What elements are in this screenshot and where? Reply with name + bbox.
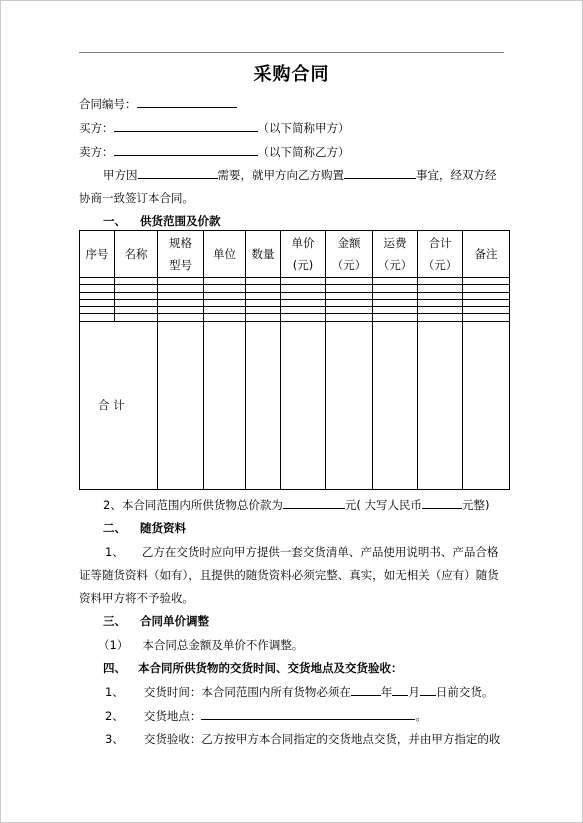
table-cell[interactable] xyxy=(80,292,115,299)
table-cell[interactable] xyxy=(418,321,463,489)
section-2-para-1-line-1 xyxy=(105,544,498,560)
table-cell[interactable] xyxy=(80,307,115,314)
section-3-heading xyxy=(103,613,209,629)
header-quantity: 数量 xyxy=(246,231,281,278)
table-cell[interactable] xyxy=(158,278,204,285)
section-3-title: 合同单价调整 xyxy=(140,614,209,628)
section-4-number: 四、 xyxy=(103,661,126,675)
table-cell[interactable] xyxy=(373,307,418,314)
buyer-label: 买方： xyxy=(79,121,114,135)
total-price-text-2: 元( 大写人民币 xyxy=(344,498,422,512)
total-price-capital-field[interactable] xyxy=(422,497,462,509)
table-cell[interactable] xyxy=(463,314,510,321)
total-price-text-3: 元整) xyxy=(461,498,490,512)
table-cell[interactable] xyxy=(418,314,463,321)
table-cell[interactable] xyxy=(463,299,510,306)
table-header-row xyxy=(80,231,510,278)
seller-suffix: （以下简称乙方） xyxy=(257,145,350,159)
table-cell[interactable] xyxy=(204,299,246,306)
intro-text-2: 需要，就甲方向乙方购置 xyxy=(217,168,344,182)
section-4-heading xyxy=(103,660,403,676)
table-cell[interactable] xyxy=(326,285,373,292)
document-title: 采购合同 xyxy=(253,64,330,85)
section-2-para-1-line-3: 资料甲方将不予验收。 xyxy=(79,591,194,605)
header-amount: 金额 （元） xyxy=(326,231,373,278)
table-cell[interactable] xyxy=(246,321,281,489)
table-cell[interactable] xyxy=(246,285,281,292)
table-cell[interactable] xyxy=(246,292,281,299)
table-cell[interactable] xyxy=(115,307,158,314)
table-cell[interactable] xyxy=(418,299,463,306)
header-freight: 运费 （元） xyxy=(373,231,418,278)
section-4-item-1-text: 交货时间：本合同范围内所有货物必须在 xyxy=(143,685,351,699)
items-table xyxy=(79,230,510,490)
section-2-para-1-line-2: 证等随货资料（如有），且提供的随货资料必须完整、真实，如无相关（应有）随货 xyxy=(79,568,499,582)
table-cell[interactable] xyxy=(326,321,373,489)
section-3-number: 三、 xyxy=(103,614,126,628)
section-2-para-1-text: 乙方在交货时应向甲方提供一套交货清单、产品使用说明书、产品合格 xyxy=(141,545,499,559)
section-4-item-1-number: 1、 xyxy=(105,685,124,699)
table-cell[interactable] xyxy=(246,314,281,321)
delivery-day-text: 日前交货。 xyxy=(435,685,494,699)
table-cell[interactable] xyxy=(326,278,373,285)
section-2-para-1-number: 1、 xyxy=(105,545,124,559)
intro-line-1 xyxy=(103,167,497,183)
seller-field[interactable] xyxy=(114,144,258,156)
table-cell[interactable] xyxy=(115,292,158,299)
table-cell[interactable] xyxy=(373,314,418,321)
table-cell[interactable] xyxy=(373,292,418,299)
table-cell[interactable] xyxy=(418,292,463,299)
total-price-field[interactable] xyxy=(283,497,345,509)
table-cell[interactable] xyxy=(418,278,463,285)
item-field[interactable] xyxy=(344,167,416,179)
intro-line-2: 协商一致签订本合同。 xyxy=(79,191,194,205)
header-serial-no: 序号 xyxy=(80,231,115,278)
table-cell[interactable] xyxy=(158,285,204,292)
buyer-field[interactable] xyxy=(114,120,258,132)
delivery-day-field[interactable] xyxy=(420,684,436,696)
header-unit: 单位 xyxy=(204,231,246,278)
table-cell[interactable] xyxy=(418,307,463,314)
section-4-item-1 xyxy=(105,684,493,700)
section-4-item-2-end: 。 xyxy=(415,709,427,723)
table-cell[interactable] xyxy=(326,314,373,321)
section-4-item-2-number: 2、 xyxy=(105,709,124,723)
table-cell[interactable] xyxy=(158,292,204,299)
table-cell[interactable] xyxy=(115,299,158,306)
intro-text-1: 甲方因 xyxy=(103,168,138,182)
section-4-item-2-text: 交货地点： xyxy=(143,709,202,723)
table-cell[interactable] xyxy=(204,314,246,321)
header-remarks: 备注 xyxy=(463,231,510,278)
table-cell[interactable] xyxy=(158,314,204,321)
table-cell[interactable] xyxy=(326,307,373,314)
table-cell[interactable] xyxy=(463,321,510,489)
table-cell[interactable] xyxy=(158,307,204,314)
section-3-para-1-number: （1） xyxy=(98,638,129,652)
section-2-title: 随货资料 xyxy=(140,521,186,535)
table-cell[interactable] xyxy=(281,307,326,314)
total-price-text-1: 2、本合同范围内所供货物总价款为 xyxy=(103,498,283,512)
section-4-item-3 xyxy=(105,731,500,747)
section-4-item-3-text: 交货验收：乙方按甲方本合同指定的交货地点交货，并由甲方指定的收 xyxy=(143,732,501,746)
table-cell[interactable] xyxy=(80,285,115,292)
total-row xyxy=(80,321,510,489)
table-cell[interactable] xyxy=(281,278,326,285)
section-1-heading xyxy=(103,213,221,229)
table-cell[interactable] xyxy=(80,314,115,321)
header-spec-model: 规格 型号 xyxy=(158,231,204,278)
table-cell[interactable] xyxy=(204,307,246,314)
month-label: 月 xyxy=(408,685,420,699)
table-cell[interactable] xyxy=(246,307,281,314)
table-cell[interactable] xyxy=(463,285,510,292)
header-rule xyxy=(79,52,504,53)
section-1-title: 供货范围及价款 xyxy=(140,214,221,228)
table-cell[interactable] xyxy=(204,321,246,489)
table-cell[interactable] xyxy=(246,299,281,306)
table-cell[interactable] xyxy=(373,278,418,285)
table-body xyxy=(80,278,510,490)
contract-number-field[interactable] xyxy=(137,96,237,108)
table-row xyxy=(80,278,510,285)
section-3-para-1-text: 本合同总金额及单价不作调整。 xyxy=(142,638,304,652)
table-cell[interactable] xyxy=(80,278,115,285)
table-cell[interactable] xyxy=(115,278,158,285)
table-cell[interactable] xyxy=(281,314,326,321)
table-cell[interactable] xyxy=(281,299,326,306)
table-cell[interactable] xyxy=(373,285,418,292)
table-cell[interactable] xyxy=(115,285,158,292)
table-cell[interactable] xyxy=(463,278,510,285)
section-2-number: 二、 xyxy=(103,521,126,535)
table-cell[interactable] xyxy=(463,307,510,314)
table-cell[interactable] xyxy=(281,321,326,489)
table-cell[interactable] xyxy=(246,278,281,285)
delivery-year-field[interactable] xyxy=(351,684,381,696)
table-row xyxy=(80,314,510,321)
seller-line xyxy=(79,144,350,160)
table-cell[interactable] xyxy=(326,292,373,299)
header-name: 名称 xyxy=(115,231,158,278)
section-4-title: 本合同所供货物的交货时间、交货地点及交货验收： xyxy=(138,661,403,675)
table-cell[interactable] xyxy=(204,285,246,292)
intro-text-3: 事宜，经双方经 xyxy=(416,168,497,182)
section-4-item-2 xyxy=(105,708,427,724)
seller-label: 卖方： xyxy=(79,145,114,159)
table-cell[interactable] xyxy=(80,299,115,306)
table-cell[interactable] xyxy=(204,292,246,299)
table-cell[interactable] xyxy=(115,314,158,321)
section-4-item-3-number: 3、 xyxy=(105,732,124,746)
contract-number-line xyxy=(79,96,237,112)
table-cell[interactable] xyxy=(418,285,463,292)
table-cell[interactable] xyxy=(373,299,418,306)
delivery-location-field[interactable] xyxy=(201,708,415,720)
section-2-heading xyxy=(103,520,186,536)
table-cell[interactable] xyxy=(204,278,246,285)
total-price-line xyxy=(103,497,489,513)
table-cell[interactable] xyxy=(158,299,204,306)
section-1-number: 一、 xyxy=(103,214,126,228)
table-cell[interactable] xyxy=(158,321,204,489)
table-row xyxy=(80,285,510,292)
table-cell[interactable] xyxy=(373,321,418,489)
contract-number-label: 合同编号： xyxy=(79,97,137,111)
buyer-suffix: （以下简称甲方） xyxy=(257,121,350,135)
table-row xyxy=(80,292,510,299)
year-label: 年 xyxy=(380,685,393,699)
table-cell[interactable] xyxy=(281,285,326,292)
buyer-line xyxy=(79,120,350,136)
delivery-month-field[interactable] xyxy=(392,684,408,696)
table-cell[interactable] xyxy=(463,292,510,299)
header-unit-price: 单价 (元) xyxy=(281,231,326,278)
header-total: 合计 （元） xyxy=(418,231,463,278)
total-label: 合 计 xyxy=(80,321,158,489)
section-3-para-1 xyxy=(98,637,303,653)
table-row xyxy=(80,299,510,306)
table-cell[interactable] xyxy=(281,292,326,299)
table-cell[interactable] xyxy=(326,299,373,306)
purpose-field[interactable] xyxy=(138,167,218,179)
table-row xyxy=(80,307,510,314)
